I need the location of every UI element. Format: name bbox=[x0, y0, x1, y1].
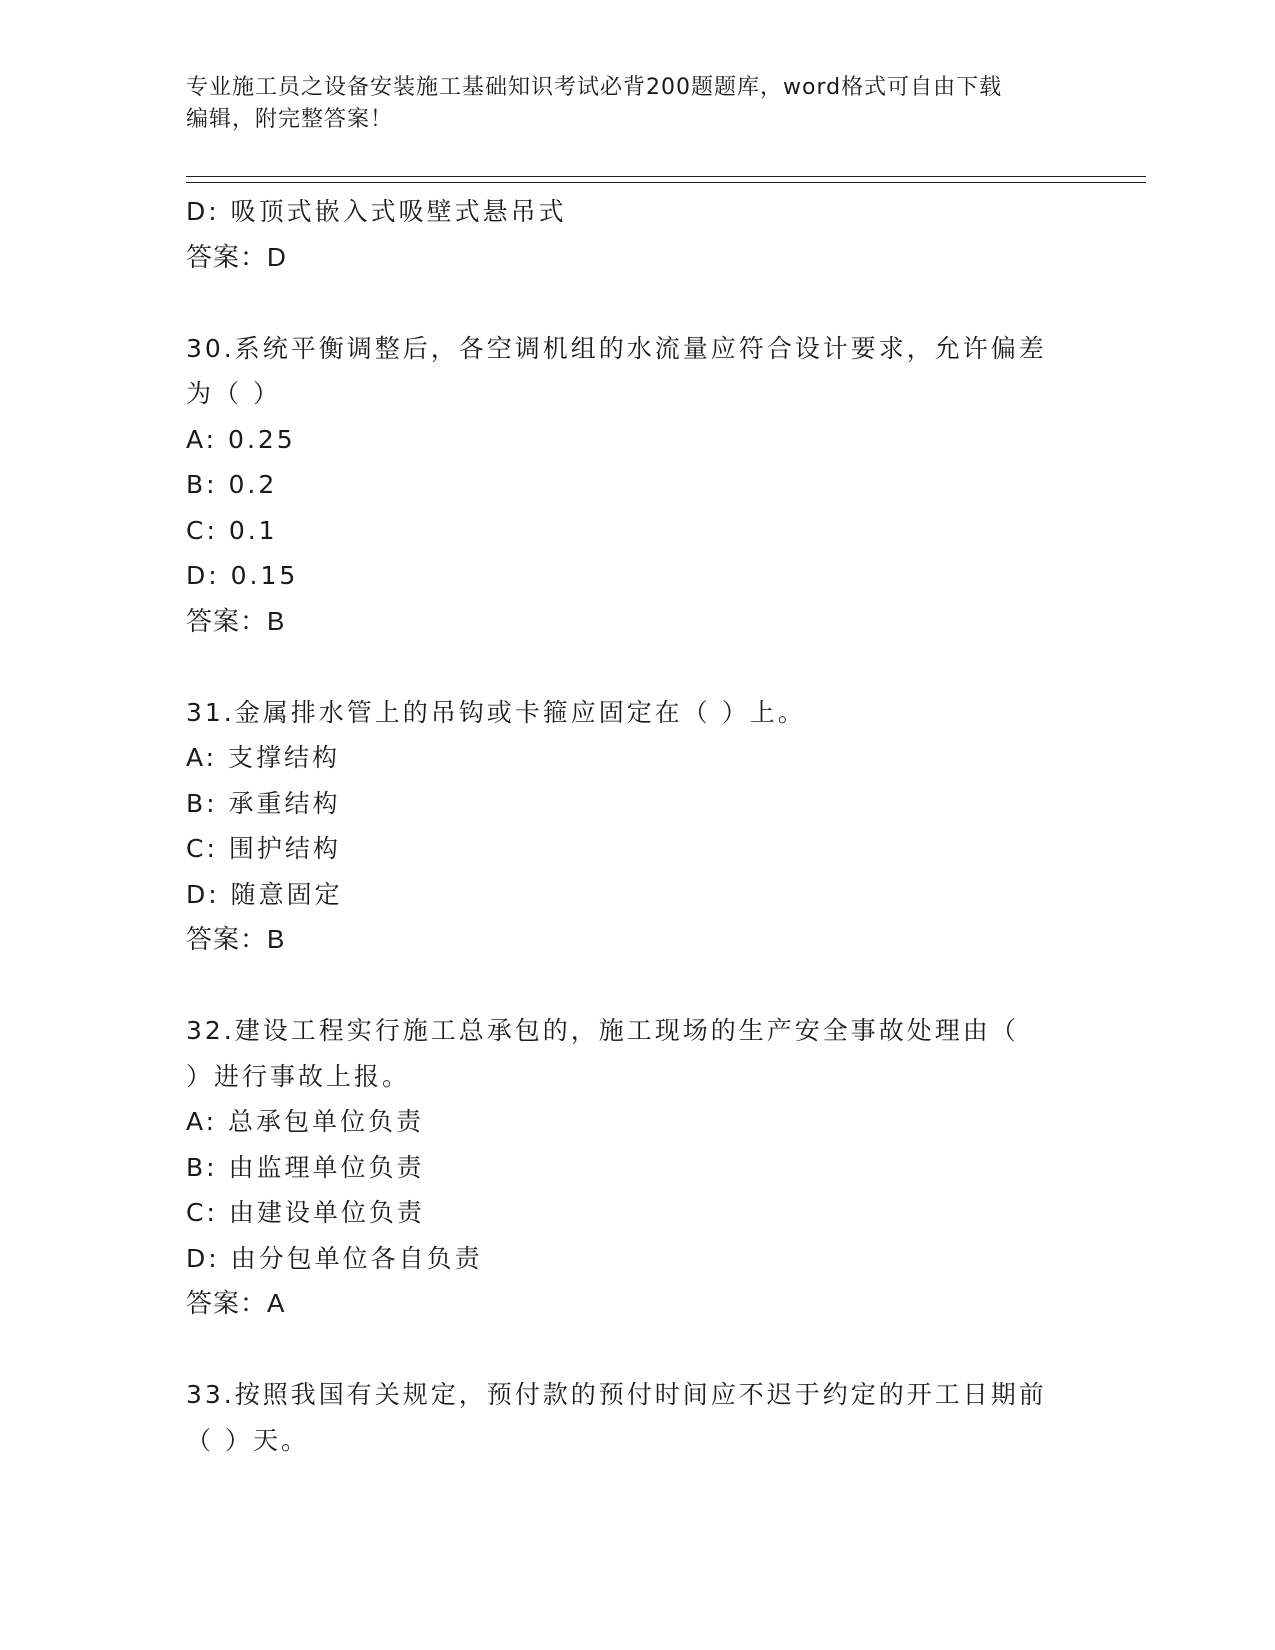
answer-label: 答案：D bbox=[186, 241, 287, 272]
question-stem: 32.建设工程实行施工总承包的，施工现场的生产安全事故处理由（ bbox=[186, 1016, 1019, 1045]
question-29 bbox=[186, 189, 1086, 280]
answer-label: 答案：B bbox=[186, 605, 286, 636]
option-c: C: 由建设单位负责 bbox=[186, 1198, 425, 1227]
option-a: A: 0.25 bbox=[186, 424, 296, 454]
option-c: C: 围护结构 bbox=[186, 834, 341, 863]
question-stem-continued: 为（ ） bbox=[186, 379, 281, 408]
question-32 bbox=[186, 1008, 1086, 1327]
answer-label: 答案：B bbox=[186, 924, 286, 954]
question-stem: 30.系统平衡调整后，各空调机组的水流量应符合设计要求，允许偏差 bbox=[186, 333, 1047, 363]
spacer bbox=[186, 644, 1086, 690]
option-c: C: 0.1 bbox=[186, 515, 278, 545]
option-d: D: 由分包单位各自负责 bbox=[186, 1243, 483, 1273]
option-d: D: 0.15 bbox=[186, 561, 299, 590]
question-stem-continued: （ ）天。 bbox=[186, 1425, 309, 1455]
question-stem-continued: ）进行事故上报。 bbox=[186, 1061, 411, 1091]
question-stem: 33.按照我国有关规定，预付款的预付时间应不迟于约定的开工日期前 bbox=[186, 1380, 1047, 1409]
answer-label: 答案：A bbox=[186, 1288, 286, 1318]
option-b: B: 由监理单位负责 bbox=[186, 1152, 425, 1182]
question-stem: 31.金属排水管上的吊钩或卡箍应固定在（ ）上。 bbox=[186, 697, 806, 727]
option-d: D: 吸顶式嵌入式吸壁式悬吊式 bbox=[186, 197, 567, 226]
header-title-line-1: 专业施工员之设备安装施工基础知识考试必背200题题库，word格式可自由下载 bbox=[186, 75, 1003, 100]
spacer bbox=[186, 1327, 1086, 1373]
question-33 bbox=[186, 1372, 1086, 1463]
question-list bbox=[186, 189, 1086, 1463]
document-header bbox=[186, 72, 1066, 136]
option-d: D: 随意固定 bbox=[186, 879, 343, 909]
header-divider-bottom bbox=[186, 182, 1146, 183]
question-30 bbox=[186, 326, 1086, 645]
spacer bbox=[186, 963, 1086, 1009]
header-divider-top bbox=[186, 176, 1146, 177]
question-31 bbox=[186, 690, 1086, 963]
option-b: B: 0.2 bbox=[186, 470, 278, 499]
spacer bbox=[186, 280, 1086, 326]
option-a: A: 支撑结构 bbox=[186, 743, 341, 772]
option-b: B: 承重结构 bbox=[186, 788, 341, 818]
header-title-line-2: 编辑，附完整答案！ bbox=[186, 107, 394, 132]
option-a: A: 总承包单位负责 bbox=[186, 1107, 425, 1136]
